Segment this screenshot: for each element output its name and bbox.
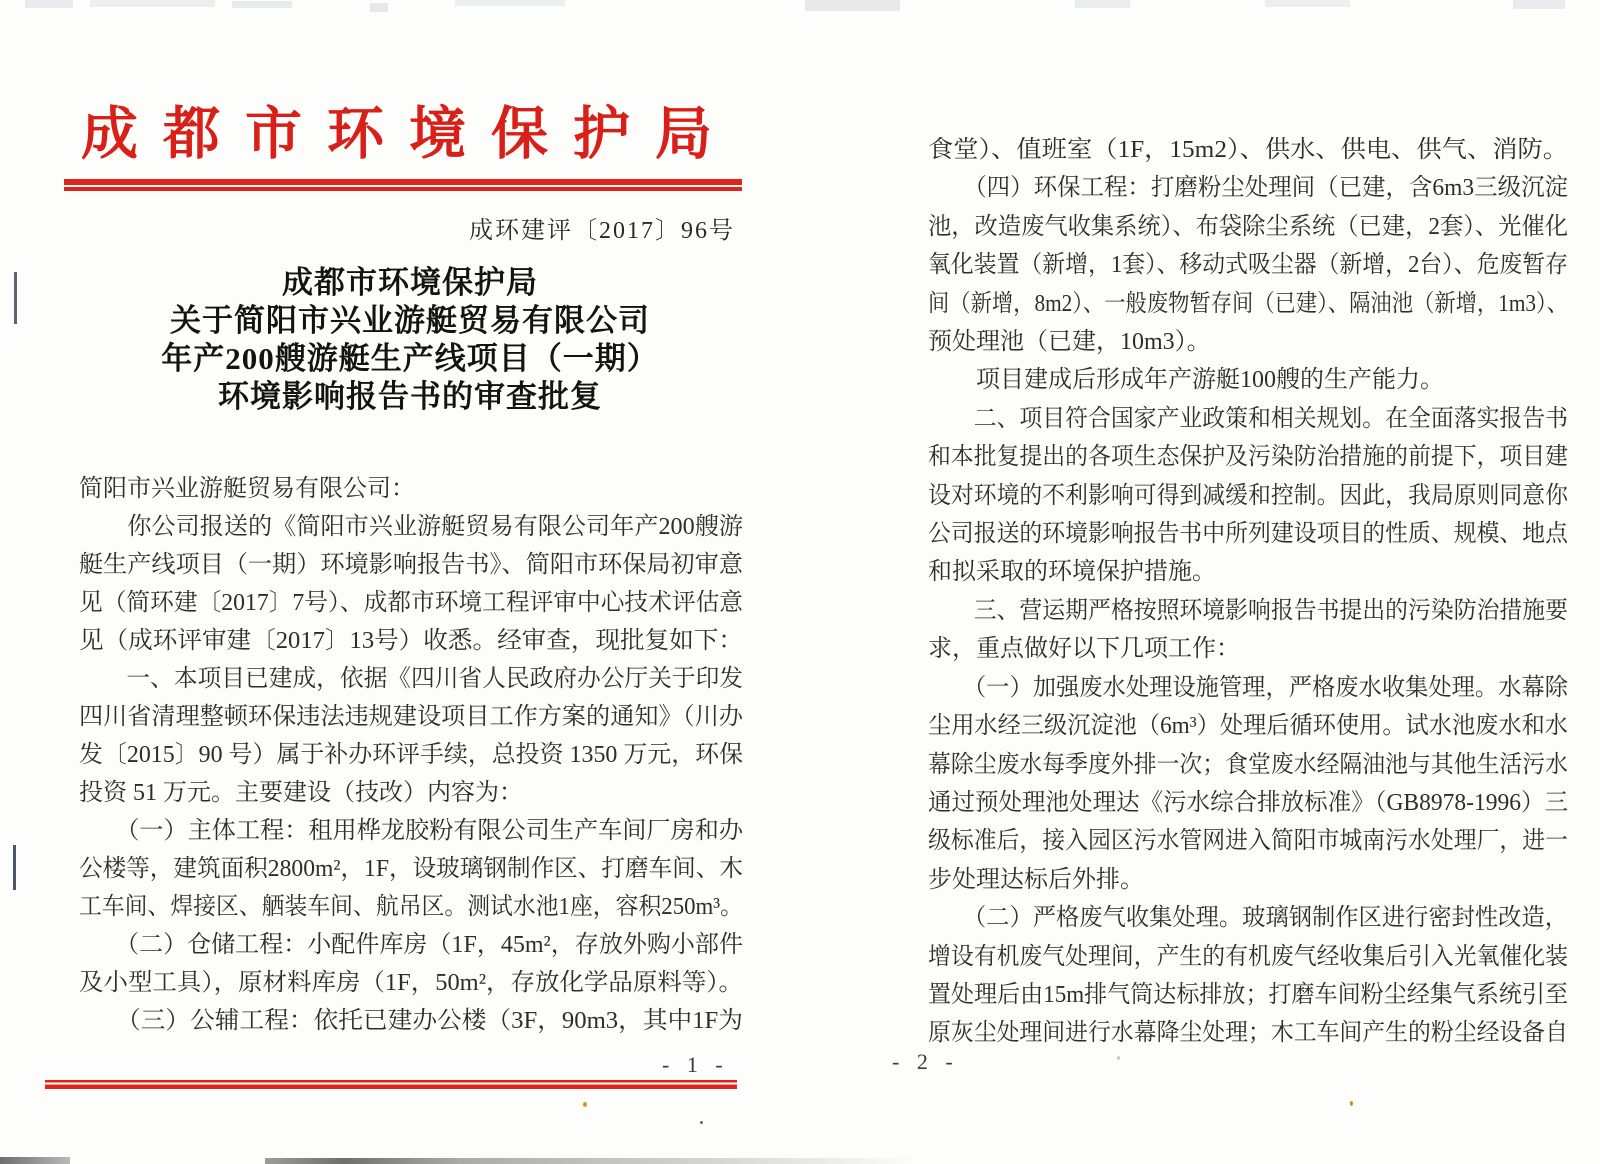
- page-1-footer-red-rule: [45, 1080, 737, 1089]
- scan-edge-mark: [370, 3, 388, 12]
- text-line: 间（新增，8m2）、一般废物暂存间（已建）、隔油池（新增，1m3）、: [928, 290, 1568, 317]
- text-line: （一）加强废水处理设施管理，严格废水收集处理。水幕除: [928, 674, 1568, 701]
- text-line: 见（简环建〔2017〕7号）、成都市环境工程评审中心技术评估意: [79, 590, 743, 616]
- text-line: 项目建成后形成年产游艇100艘的生产能力。: [928, 367, 1444, 394]
- scan-edge-mark: [805, 0, 900, 11]
- scan-edge-mark: [90, 0, 215, 7]
- page-1-number: - 1 -: [662, 1052, 729, 1077]
- scan-speck: [583, 1102, 587, 1107]
- text-line: 步处理达标后外排。: [928, 866, 1144, 893]
- text-line: 简阳市兴业游艇贸易有限公司：: [79, 476, 415, 502]
- text-line: 投资 51 万元。主要建设（技改）内容为：: [79, 780, 523, 806]
- scan-speck: [1117, 1056, 1120, 1060]
- text-line: 通过预处理池处理达《污水综合排放标准》（GB8978-1996）三: [928, 789, 1568, 816]
- text-line: （二）严格废气收集处理。玻璃钢制作区进行密封性改造，: [928, 905, 1568, 932]
- scan-edge-mark: [232, 1, 292, 8]
- text-line: 公司报送的环境影响报告书中所列建设项目的性质、规模、地点: [928, 521, 1568, 548]
- document-title: [78, 264, 742, 416]
- text-line: 四川省清理整顿环保违法违规建设项目工作方案的通知》（川办: [79, 704, 743, 730]
- letterhead-red-rule: [64, 179, 742, 191]
- text-line: 艇生产线项目（一期）环境影响报告书》、简阳市环保局初审意: [79, 552, 743, 578]
- scan-edge-mark: [1513, 0, 1565, 9]
- text-line: 成都市环境保护局: [282, 265, 538, 300]
- agency-letterhead-title: 成都市环境保护局: [81, 103, 737, 166]
- text-line: 见（成环评审建〔2017〕13号）收悉。经审查，现批复如下：: [79, 628, 743, 654]
- page-2-body: [928, 131, 1568, 1053]
- scan-left-edge-dash: [13, 845, 16, 890]
- scan-speck: [1350, 1101, 1353, 1106]
- page-2-number: - 2 -: [892, 1049, 959, 1074]
- document-reference-number: 成环建评〔2017〕96号: [469, 218, 735, 244]
- scan-left-edge-dash: [14, 272, 17, 324]
- text-line: （四）环保工程：打磨粉尘处理间（已建，含6m3三级沉淀: [928, 175, 1568, 202]
- scan-edge-mark: [1075, 0, 1130, 8]
- scan-bottom-edge-bar: [0, 1157, 70, 1164]
- text-line: （三）公辅工程：依托已建办公楼（3F，90m3，其中1F为: [79, 1008, 743, 1034]
- scan-edge-mark: [455, 0, 565, 6]
- text-line: （一）主体工程：租用桦龙胶粉有限公司生产车间厂房和办: [79, 818, 743, 844]
- text-line: 尘用水经三级沉淀池（6m³）处理后循环使用。试水池废水和水: [928, 713, 1568, 740]
- text-line: 二、项目符合国家产业政策和相关规划。在全面落实报告书: [928, 405, 1568, 432]
- text-line: 环境影响报告书的审查批复: [218, 379, 602, 414]
- text-line: 食堂）、值班室（1F，15m2）、供水、供电、供气、消防。: [928, 137, 1568, 163]
- text-line: 置处理后由15m排气筒达标排放；打磨车间粉尘经集气系统引至: [928, 981, 1568, 1008]
- text-line: 氧化装置（新增，1套）、移动式吸尘器（新增，2台）、危废暂存: [928, 252, 1568, 279]
- text-line: （二）仓储工程：小配件库房（1F，45m²，存放外购小部件: [79, 932, 744, 958]
- text-line: 及小型工具），原材料库房（1F，50m²，存放化学品原料等）。: [79, 970, 743, 996]
- page-1-body: [79, 470, 743, 1040]
- text-line: 和拟采取的环境保护措施。: [928, 559, 1216, 586]
- text-line: 关于简阳市兴业游艇贸易有限公司: [170, 303, 650, 338]
- scan-edge-mark: [1265, 0, 1350, 7]
- text-line: 幕除尘废水每季度外排一次；食堂废水经隔油池与其他生活污水: [928, 751, 1568, 778]
- text-line: 三、营运期严格按照环境影响报告书提出的污染防治措施要: [928, 597, 1568, 624]
- scan-speck: [700, 1121, 703, 1124]
- text-line: 级标准后，接入园区污水管网进入简阳市城南污水处理厂，进一: [928, 828, 1568, 855]
- text-line: 和本批复提出的各项生态保护及污染防治措施的前提下，项目建: [928, 444, 1568, 471]
- text-line: 池，改造废气收集系统）、布袋除尘系统（已建，2套）、光催化: [928, 213, 1568, 240]
- text-line: 求，重点做好以下几项工作：: [928, 636, 1240, 663]
- text-line: 你公司报送的《简阳市兴业游艇贸易有限公司年产200艘游: [79, 514, 743, 540]
- text-line: 增设有机废气处理间，产生的有机废气经收集后引入光氧催化装: [928, 943, 1568, 970]
- text-line: 一、本项目已建成，依据《四川省人民政府办公厅关于印发: [79, 666, 743, 692]
- scan-bottom-edge-bar: [265, 1158, 915, 1164]
- text-line: 原灰尘处理间进行水幕降尘处理；木工车间产生的粉尘经设备自: [928, 1020, 1568, 1047]
- text-line: 预处理池（已建，10m3）。: [928, 329, 1211, 356]
- text-line: 设对环境的不利影响可得到减缓和控制。因此，我局原则同意你: [928, 482, 1568, 509]
- scan-edge-mark: [25, 0, 73, 8]
- text-line: 年产200艘游艇生产线项目（一期）: [161, 341, 659, 376]
- text-line: 工车间、焊接区、舾装车间、航吊区。测试水池1座，容积250m³。: [79, 894, 743, 920]
- text-line: 公楼等，建筑面积2800m²，1F，设玻璃钢制作区、打磨车间、木: [79, 856, 743, 882]
- text-line: 发〔2015〕90 号）属于补办环评手续，总投资 1350 万元，环保: [79, 742, 743, 768]
